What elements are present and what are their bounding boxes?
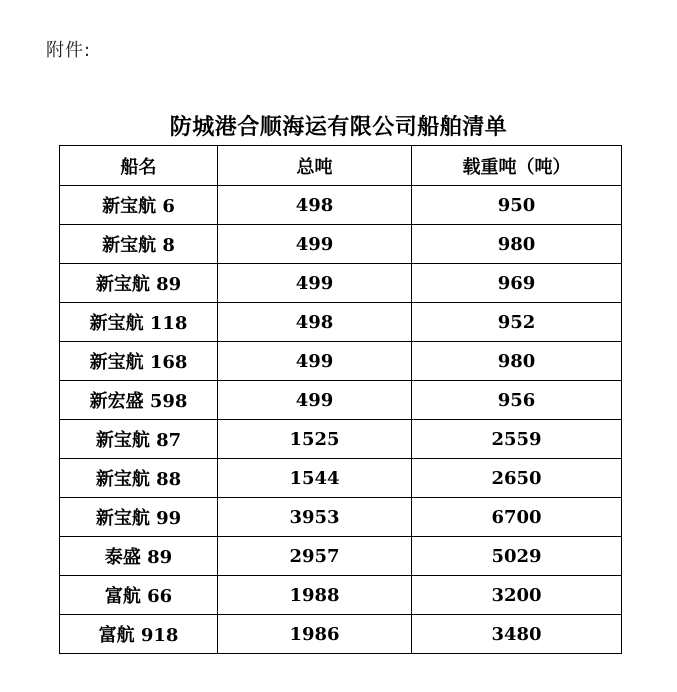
deadweight-cell: 2559: [412, 420, 622, 459]
deadweight-cell: 980: [412, 225, 622, 264]
gross-tonnage-cell: 2957: [218, 537, 412, 576]
deadweight-cell: 3480: [412, 615, 622, 654]
table-row: [60, 498, 622, 537]
table-row: [60, 186, 622, 225]
attachment-label: 附件:: [46, 40, 92, 61]
page-title: 防城港合顺海运有限公司船舶清单: [169, 114, 508, 140]
ship-name-cell: 新宝航 118: [60, 303, 218, 342]
table-row: [60, 303, 622, 342]
table-row: [60, 615, 622, 654]
table-header-row: [60, 146, 622, 186]
gross-tonnage-cell: 499: [218, 342, 412, 381]
ship-name-cell: 新宝航 99: [60, 498, 218, 537]
ship-list-table: [59, 145, 622, 654]
ship-name-cell: 新宝航 8: [60, 225, 218, 264]
gross-tonnage-cell: 498: [218, 303, 412, 342]
deadweight-cell: 956: [412, 381, 622, 420]
deadweight-cell: 969: [412, 264, 622, 303]
ship-name-cell: 新宏盛 598: [60, 381, 218, 420]
deadweight-cell: 3200: [412, 576, 622, 615]
header-deadweight: 载重吨（吨）: [412, 146, 622, 186]
ship-name-cell: 新宝航 87: [60, 420, 218, 459]
header-gross-tonnage: 总吨: [218, 146, 412, 186]
gross-tonnage-cell: 1544: [218, 459, 412, 498]
gross-tonnage-cell: 498: [218, 186, 412, 225]
deadweight-cell: 6700: [412, 498, 622, 537]
table-row: [60, 264, 622, 303]
deadweight-cell: 950: [412, 186, 622, 225]
ship-name-cell: 新宝航 89: [60, 264, 218, 303]
deadweight-cell: 5029: [412, 537, 622, 576]
ship-name-cell: 泰盛 89: [60, 537, 218, 576]
deadweight-cell: 980: [412, 342, 622, 381]
gross-tonnage-cell: 1986: [218, 615, 412, 654]
header-ship-name: 船名: [60, 146, 218, 186]
table-row: [60, 459, 622, 498]
table-row: [60, 576, 622, 615]
table-row: [60, 420, 622, 459]
ship-name-cell: 新宝航 88: [60, 459, 218, 498]
ship-name-cell: 富航 66: [60, 576, 218, 615]
ship-name-cell: 新宝航 168: [60, 342, 218, 381]
gross-tonnage-cell: 3953: [218, 498, 412, 537]
gross-tonnage-cell: 1525: [218, 420, 412, 459]
table-row: [60, 342, 622, 381]
gross-tonnage-cell: 499: [218, 225, 412, 264]
gross-tonnage-cell: 499: [218, 381, 412, 420]
table-row: [60, 225, 622, 264]
ship-name-cell: 富航 918: [60, 615, 218, 654]
table-row: [60, 537, 622, 576]
table-row: [60, 381, 622, 420]
gross-tonnage-cell: 1988: [218, 576, 412, 615]
ship-name-cell: 新宝航 6: [60, 186, 218, 225]
gross-tonnage-cell: 499: [218, 264, 412, 303]
deadweight-cell: 952: [412, 303, 622, 342]
deadweight-cell: 2650: [412, 459, 622, 498]
